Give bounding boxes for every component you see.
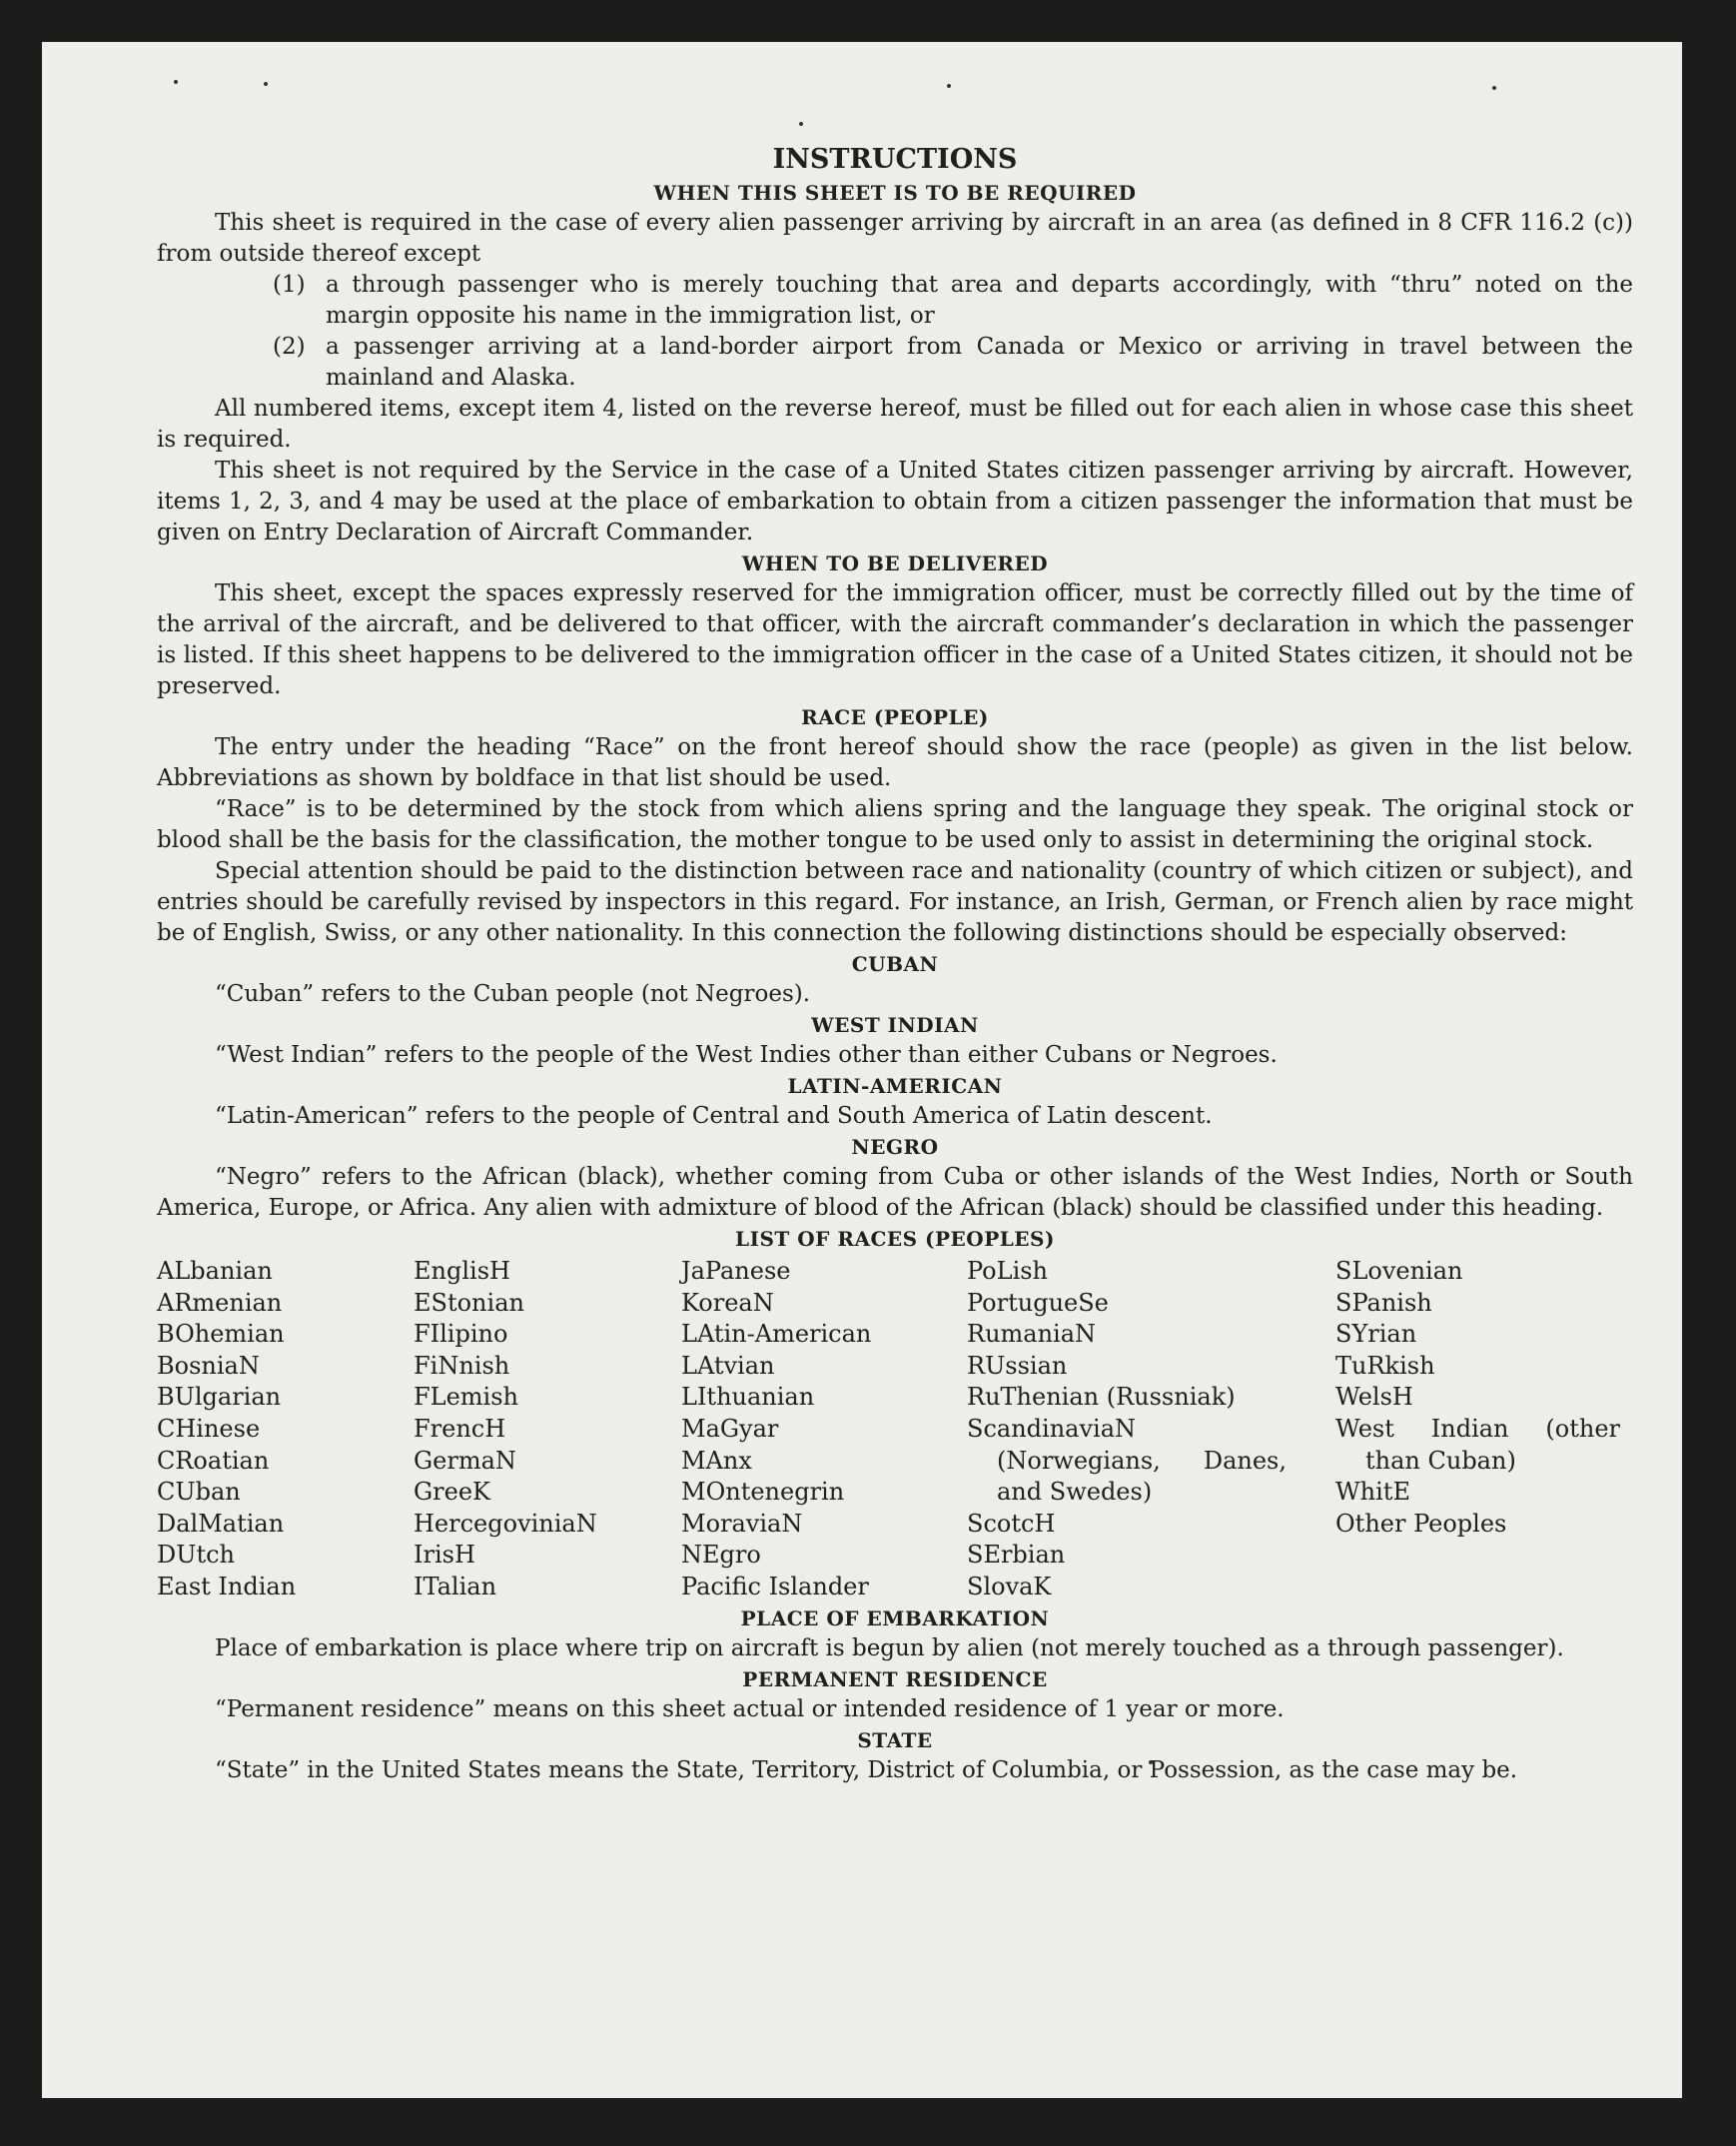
exception-number: (1): [273, 272, 306, 298]
race-entry: IrisH: [414, 1541, 475, 1570]
race-entry: RumaniaN: [967, 1320, 1097, 1349]
races-column: [967, 1256, 1335, 1604]
race-entry: SYrian: [1335, 1320, 1417, 1349]
section-heading-embarkation: PLACE OF EMBARKATION: [740, 1606, 1050, 1630]
race-entry: GermaN: [414, 1446, 516, 1475]
race-entry: CRoatian: [157, 1446, 270, 1475]
race-entry: FrencH: [414, 1414, 506, 1443]
exception-text: a through passenger who is merely touching that area and departs accordingly, with “thru” noted on the margin opposite his name in the immigration list, or: [326, 272, 1633, 329]
section-heading-west-indian: WEST INDIAN: [811, 1013, 979, 1037]
race-paragraph-3: Special attention should be paid to the distinction between race and nationality (country of which citizen or subject), and entries should be carefully revised by inspectors in this regard. For instance, an Irish, German, or French alien by race might be of English, Swiss, or any other nationality. In this connection the following distinctions should be especially observed:: [157, 858, 1633, 946]
race-entry: LAtvian: [681, 1351, 775, 1380]
race-entry: KoreaN: [681, 1288, 774, 1317]
speck-mark: [1492, 86, 1496, 90]
race-entry: DalMatian: [157, 1509, 285, 1538]
race-entry: ScandinaviaN (Norwegians, Danes, and Swedes): [967, 1414, 1287, 1507]
latin-american-paragraph: “Latin-American” refers to the people of Central and South America of Latin descent.: [215, 1103, 1213, 1129]
race-entry: SLovenian: [1335, 1257, 1463, 1285]
race-entry: CHinese: [157, 1414, 261, 1443]
race-entry: MaGyar: [681, 1414, 779, 1443]
cuban-paragraph: “Cuban” refers to the Cuban people (not Negroes).: [215, 981, 811, 1007]
section-heading-when-delivered: WHEN TO BE DELIVERED: [741, 551, 1049, 575]
race-entry: SErbian: [967, 1541, 1066, 1570]
race-paragraph-2: “Race” is to be determined by the stock from which aliens spring and the language they speak. The original stock or blood shall be the basis for the classification, the mother tongue to be used only to assist in determining the original stock.: [157, 796, 1633, 853]
race-entry: NEgro: [681, 1541, 761, 1570]
document-sheet: [42, 42, 1682, 2098]
section-heading-when-required: WHEN THIS SHEET IS TO BE REQUIRED: [653, 181, 1137, 205]
section-heading-cuban: CUBAN: [851, 952, 939, 976]
race-entry: TuRkish: [1335, 1351, 1435, 1380]
race-entry: LIthuanian: [681, 1383, 815, 1412]
race-entry: FiNnish: [414, 1351, 510, 1380]
speck-mark: [264, 82, 268, 86]
race-entry: HercegoviniaN: [414, 1509, 597, 1538]
residence-paragraph: “Permanent residence” means on this sheet actual or intended residence of 1 year or more.: [215, 1695, 1285, 1722]
speck-mark: [947, 84, 951, 88]
race-entry: East Indian: [157, 1572, 297, 1601]
exception-item: [273, 332, 1633, 394]
race-entry: LAtin-American: [681, 1320, 872, 1349]
races-column: [414, 1256, 681, 1604]
page-title: INSTRUCTIONS: [772, 144, 1018, 175]
race-entry: DUtch: [157, 1541, 236, 1570]
race-entry: BUlgarian: [157, 1383, 282, 1412]
race-entry: RUssian: [967, 1351, 1068, 1380]
races-column: [157, 1256, 414, 1604]
section-heading-negro: NEGRO: [851, 1135, 939, 1159]
race-entry: PortugueSe: [967, 1288, 1109, 1317]
race-entry: MoraviaN: [681, 1509, 803, 1538]
section-heading-state: STATE: [857, 1727, 933, 1752]
section-heading-residence: PERMANENT RESIDENCE: [742, 1666, 1048, 1691]
exception-text: a passenger arriving at a land-border airport from Canada or Mexico or arriving in travel between the mainland and Alaska.: [326, 334, 1633, 391]
race-entry: ALbanian: [157, 1257, 273, 1285]
races-column: [681, 1256, 967, 1604]
race-paragraph-1: The entry under the heading “Race” on the front hereof should show the race (people) as given in the list below. Abbreviations as shown by boldface in that list should be used.: [157, 734, 1633, 791]
race-entry: PoLish: [967, 1257, 1049, 1285]
race-entry: EStonian: [414, 1288, 524, 1317]
race-entry: GreeK: [414, 1478, 490, 1507]
race-entry: ARmenian: [157, 1288, 283, 1317]
race-entry: EnglisH: [414, 1257, 510, 1285]
speck-mark: [174, 80, 178, 84]
race-entry: Other Peoples: [1335, 1509, 1507, 1538]
race-entry: SlovaK: [967, 1572, 1052, 1601]
speck-mark: [799, 122, 803, 126]
race-entry: Pacific Islander: [681, 1572, 869, 1601]
race-entry: West Indian (other than Cuban): [1335, 1414, 1620, 1475]
race-entry: CUban: [157, 1478, 241, 1507]
race-entry: JaPanese: [681, 1257, 791, 1285]
state-paragraph: “State” in the United States means the State, Territory, District of Columbia, or Possession, as the case may be.: [215, 1756, 1518, 1783]
exception-number: (2): [273, 334, 306, 360]
race-entry: WelsH: [1335, 1383, 1413, 1412]
west-indian-paragraph: “West Indian” refers to the people of the West Indies other than either Cubans or Negroes.: [215, 1042, 1278, 1068]
when-required-intro: This sheet is required in the case of every alien passenger arriving by aircraft in an area (as defined in 8 CFR 116.2 (c)) from outside thereof except: [157, 210, 1633, 267]
instructions-content: [157, 142, 1633, 1786]
race-entry: FLemish: [414, 1383, 518, 1412]
negro-paragraph: “Negro” refers to the African (black), whether coming from Cuba or other islands of the West Indies, North or South America, Europe, or Africa. Any alien with admixture of blood of the African (black) should be classified under this heading.: [157, 1164, 1633, 1221]
race-entry: ITalian: [414, 1572, 497, 1601]
citizen-paragraph: This sheet is not required by the Service in the case of a United States citizen passenger arriving by aircraft. However, items 1, 2, 3, and 4 may be used at the place of embarkation to obtain from a citizen passenger the information that must be given on Entry Declaration of Aircraft Commander.: [157, 458, 1633, 545]
section-heading-race: RACE (PEOPLE): [801, 705, 989, 729]
race-entry: ScotcH: [967, 1509, 1056, 1538]
section-heading-latin-american: LATIN-AMERICAN: [787, 1074, 1003, 1098]
exception-item: [273, 270, 1633, 332]
when-delivered-paragraph: This sheet, except the spaces expressly reserved for the immigration officer, must be correctly filled out by the time of the arrival of the aircraft, and be delivered to that officer, with the aircraft commander’s declaration in which the passenger is listed. If this sheet happens to be delivered to the immigration officer in the case of a United States citizen, it should not be preserved.: [157, 580, 1633, 699]
race-entry: MOntenegrin: [681, 1478, 845, 1507]
race-entry: WhitE: [1335, 1478, 1410, 1507]
numbered-items-paragraph: All numbered items, except item 4, listed on the reverse hereof, must be filled out for each alien in whose case this sheet is required.: [157, 396, 1633, 453]
race-entry: MAnx: [681, 1446, 752, 1475]
race-entry: SPanish: [1335, 1288, 1432, 1317]
race-entry: BosniaN: [157, 1351, 260, 1380]
exception-list: [273, 270, 1633, 394]
race-entry: RuThenian (Russniak): [967, 1383, 1236, 1412]
embarkation-paragraph: Place of embarkation is place where trip on aircraft is begun by alien (not merely touched as a through passenger).: [215, 1634, 1564, 1661]
section-heading-races-list: LIST OF RACES (PEOPLES): [735, 1227, 1055, 1251]
race-entry: BOhemian: [157, 1320, 285, 1349]
races-list: [157, 1256, 1633, 1604]
races-column: [1335, 1256, 1633, 1604]
race-entry: FIlipino: [414, 1320, 508, 1349]
